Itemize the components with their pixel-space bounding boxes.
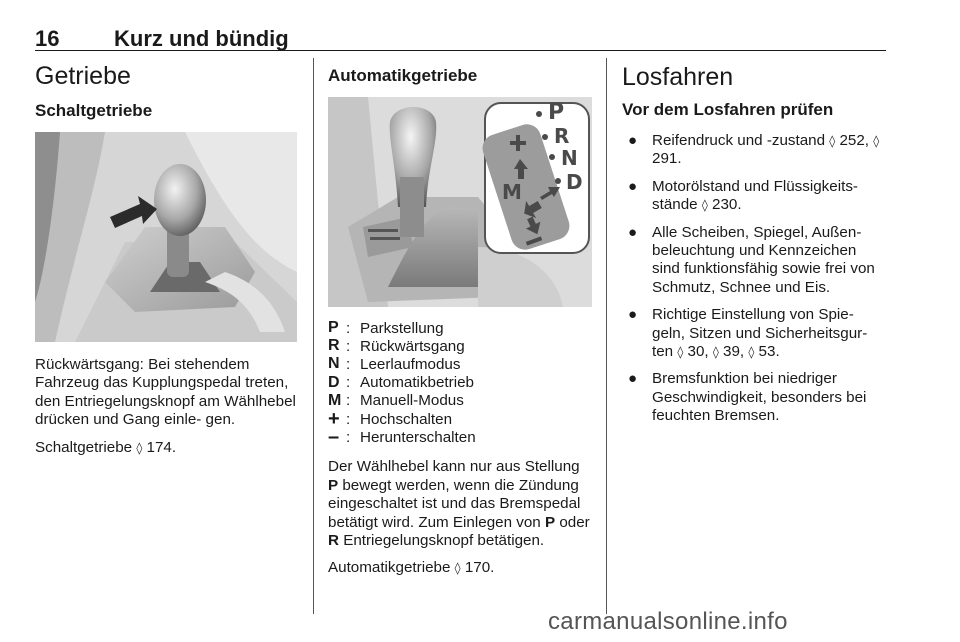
- column-divider: [606, 58, 607, 614]
- page-ref-icon: ◊: [712, 345, 719, 360]
- page-number: 16: [35, 26, 60, 51]
- page-ref-icon: ◊: [748, 345, 755, 360]
- automatic-body-text: Der Wählhebel kann nur aus Stellung P bewegt werden, wenn die Zündung eingeschaltet ist und das Bremspedal betätigt wird. Zum Einlegen von P oder R Entriegelungsknopf betätigen.: [328, 458, 590, 549]
- gear-label-d: D: [566, 170, 583, 194]
- page-ref-icon: ◊: [454, 561, 461, 576]
- manual-ref: Schaltgetriebe ◊ 174.: [35, 438, 177, 456]
- subsection-heading: Vor dem Losfahren prüfen: [622, 100, 834, 119]
- column-driving-off: [622, 58, 888, 426]
- subsection-heading: Automatikgetriebe: [328, 66, 478, 85]
- page-ref-icon: ◊: [701, 198, 708, 213]
- legend-row: P : Parkstellung: [328, 319, 444, 337]
- column-automatic-gearbox: [328, 58, 592, 578]
- legend-row: + : Hochschalten: [328, 407, 453, 430]
- column-manual-gearbox: [35, 58, 297, 457]
- gear-label-m: M: [502, 180, 522, 204]
- gear-label-n: N: [561, 146, 578, 170]
- checklist-item: ● Motorölstand und Flüssigkeits- stände ◊ 230.: [628, 177, 858, 214]
- legend-row: D : Automatikbetrieb: [328, 373, 474, 392]
- gear-label-p: P: [548, 100, 565, 125]
- checklist-item: ● Bremsfunktion bei niedriger Geschwindigkeit, besonders bei feuchten Bremsen.: [628, 370, 867, 425]
- manual-reverse-text: Rückwärtsgang: Bei stehendem Fahrzeug das Kupplungspedal treten, den Entriegelungsknopf am Wählhebel drücken und Gang einle- gen.: [35, 356, 296, 429]
- page-header: [35, 26, 886, 51]
- gear-label-r: R: [554, 124, 570, 148]
- subsection-heading: Schaltgetriebe: [35, 101, 153, 120]
- legend-row: M : Manuell-Modus: [328, 391, 464, 410]
- automatic-shifter-illustration: [328, 97, 592, 307]
- running-title: Kurz und bündig: [114, 26, 289, 51]
- checklist-item: ● Alle Scheiben, Spiegel, Außen- beleuchtung und Kennzeichen sind funktionsfähig sowie frei von Schmutz, Schnee und Eis.: [628, 223, 875, 296]
- page-ref-icon: ◊: [136, 440, 143, 455]
- automatic-shifter-photo: [328, 97, 592, 307]
- column-divider: [313, 58, 314, 614]
- manual-shifter-photo: [35, 132, 297, 342]
- watermark: carmanualsonline.info: [548, 608, 788, 635]
- checklist-item: ● Richtige Einstellung von Spie- geln, Sitzen und Sicherheitsgur- ten ◊ 30, ◊ 39, ◊ 53.: [628, 306, 868, 361]
- automatic-ref: Automatikgetriebe ◊ 170.: [328, 559, 495, 577]
- checklist-item: ● Reifendruck und -zustand ◊ 252, ◊ 291.: [628, 132, 880, 168]
- page-ref-icon: ◊: [677, 345, 684, 360]
- gear-legend: [328, 319, 592, 446]
- legend-row: – : Herunterschalten: [328, 425, 476, 448]
- page-ref-icon: ◊: [829, 134, 836, 148]
- page-ref-icon: ◊: [873, 134, 880, 148]
- legend-row: N : Leerlaufmodus: [328, 355, 461, 373]
- legend-row: R : Rückwärtsgang: [328, 337, 465, 355]
- section-heading: Getriebe: [35, 62, 131, 90]
- manual-shifter-illustration: [35, 132, 297, 342]
- section-heading: Losfahren: [622, 63, 734, 91]
